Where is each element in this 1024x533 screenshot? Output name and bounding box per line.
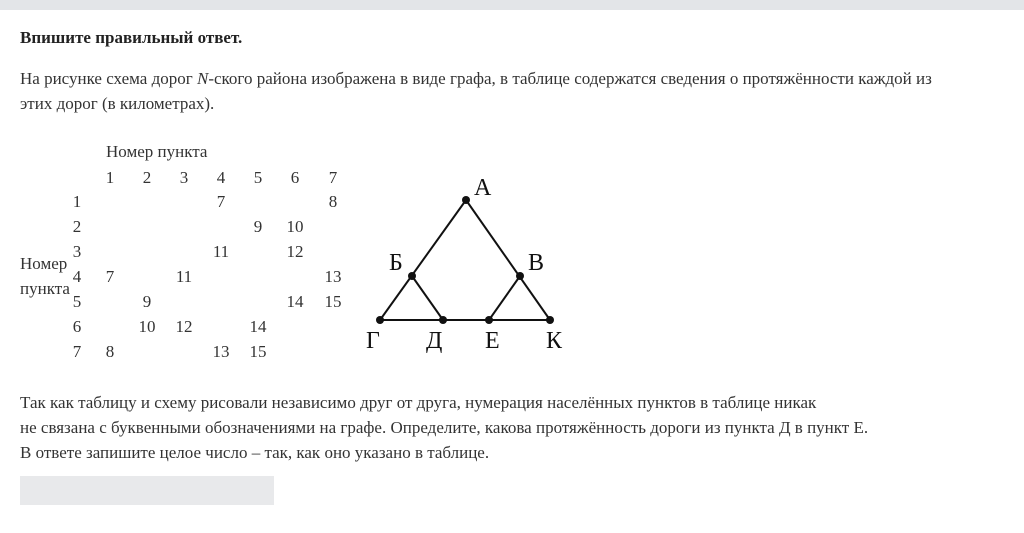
intro-italic-n: N xyxy=(196,69,209,88)
column-number: 1 xyxy=(105,168,115,187)
road-graph xyxy=(360,170,580,360)
vertex-label-b: Б xyxy=(389,250,403,276)
question-line-3: В ответе запишите целое число – так, как оно указано в таблице. xyxy=(20,443,490,462)
row-number: 5 xyxy=(72,292,82,311)
vertex-v xyxy=(516,272,524,280)
edge-v-e xyxy=(489,276,520,320)
row-number: 4 xyxy=(72,267,82,286)
row-number: 1 xyxy=(72,192,82,211)
vertex-label-g: Г xyxy=(366,328,380,354)
vertex-d xyxy=(439,316,447,324)
distance-cell: 8 xyxy=(105,342,115,361)
column-number: 3 xyxy=(179,168,189,187)
question-line-1: Так как таблицу и схему рисовали независимо друг от друга, нумерация населённых пунктов в таблице никак xyxy=(20,393,817,412)
vertex-g xyxy=(376,316,384,324)
column-number: 7 xyxy=(328,168,338,187)
distance-cell: 11 xyxy=(175,267,193,286)
vertex-label-e: Е xyxy=(485,328,500,354)
distance-cell: 10 xyxy=(138,317,156,336)
answer-input[interactable] xyxy=(20,476,274,505)
column-number: 2 xyxy=(142,168,152,187)
vertex-label-a: А xyxy=(474,175,492,201)
vertex-label-k: К xyxy=(546,328,563,354)
distance-cell: 14 xyxy=(286,292,304,311)
graph-edges xyxy=(380,200,550,320)
distance-cell: 13 xyxy=(212,342,230,361)
row-number: 2 xyxy=(72,217,82,236)
distance-cell: 9 xyxy=(142,292,152,311)
question-line-2: не связана с буквенными обозначениями на графе. Определите, какова протяжённость дороги из пункта Д в пункт Е. xyxy=(20,418,869,437)
distance-cell: 8 xyxy=(328,192,338,211)
distance-cell: 13 xyxy=(324,267,342,286)
top-bar xyxy=(0,0,1024,10)
vertex-k xyxy=(546,316,554,324)
distance-cell: 11 xyxy=(212,242,230,261)
distance-cell: 14 xyxy=(249,317,267,336)
row-number: 7 xyxy=(72,342,82,361)
distance-cell: 15 xyxy=(249,342,267,361)
distance-cell: 7 xyxy=(105,267,115,286)
distance-cell: 12 xyxy=(175,317,193,336)
vertex-label-v: В xyxy=(528,250,545,276)
column-number: 4 xyxy=(216,168,226,187)
vertex-a xyxy=(462,196,470,204)
question-paragraph xyxy=(20,390,1010,465)
row-number: 6 xyxy=(72,317,82,336)
column-number: 5 xyxy=(253,168,263,187)
intro-line-2: этих дорог (в километрах). xyxy=(20,94,215,113)
intro-text-a: На рисунке схема дорог xyxy=(20,69,197,88)
distance-cell: 15 xyxy=(324,292,342,311)
edge-b-d xyxy=(412,276,443,320)
column-number: 6 xyxy=(290,168,300,187)
distance-cell: 9 xyxy=(253,217,263,236)
intro-text-b: -ского района изображена в виде графа, в таблице содержатся сведения о протяжённости каждой из xyxy=(208,69,932,88)
vertex-b xyxy=(408,272,416,280)
vertex-label-d: Д xyxy=(426,328,443,354)
table-row-header-line-1: Номер xyxy=(20,254,68,273)
distance-cell: 7 xyxy=(216,192,226,211)
intro-paragraph xyxy=(20,66,1010,116)
distance-cell: 10 xyxy=(286,217,304,236)
instruction-heading: Впишите правильный ответ. xyxy=(20,28,243,47)
row-number: 3 xyxy=(72,242,82,261)
intro-line-1 xyxy=(20,66,1010,91)
distance-cell: 12 xyxy=(286,242,304,261)
table-column-header: Номер пункта xyxy=(106,142,208,161)
table-row-header-line-2: пункта xyxy=(20,279,70,298)
vertex-e xyxy=(485,316,493,324)
